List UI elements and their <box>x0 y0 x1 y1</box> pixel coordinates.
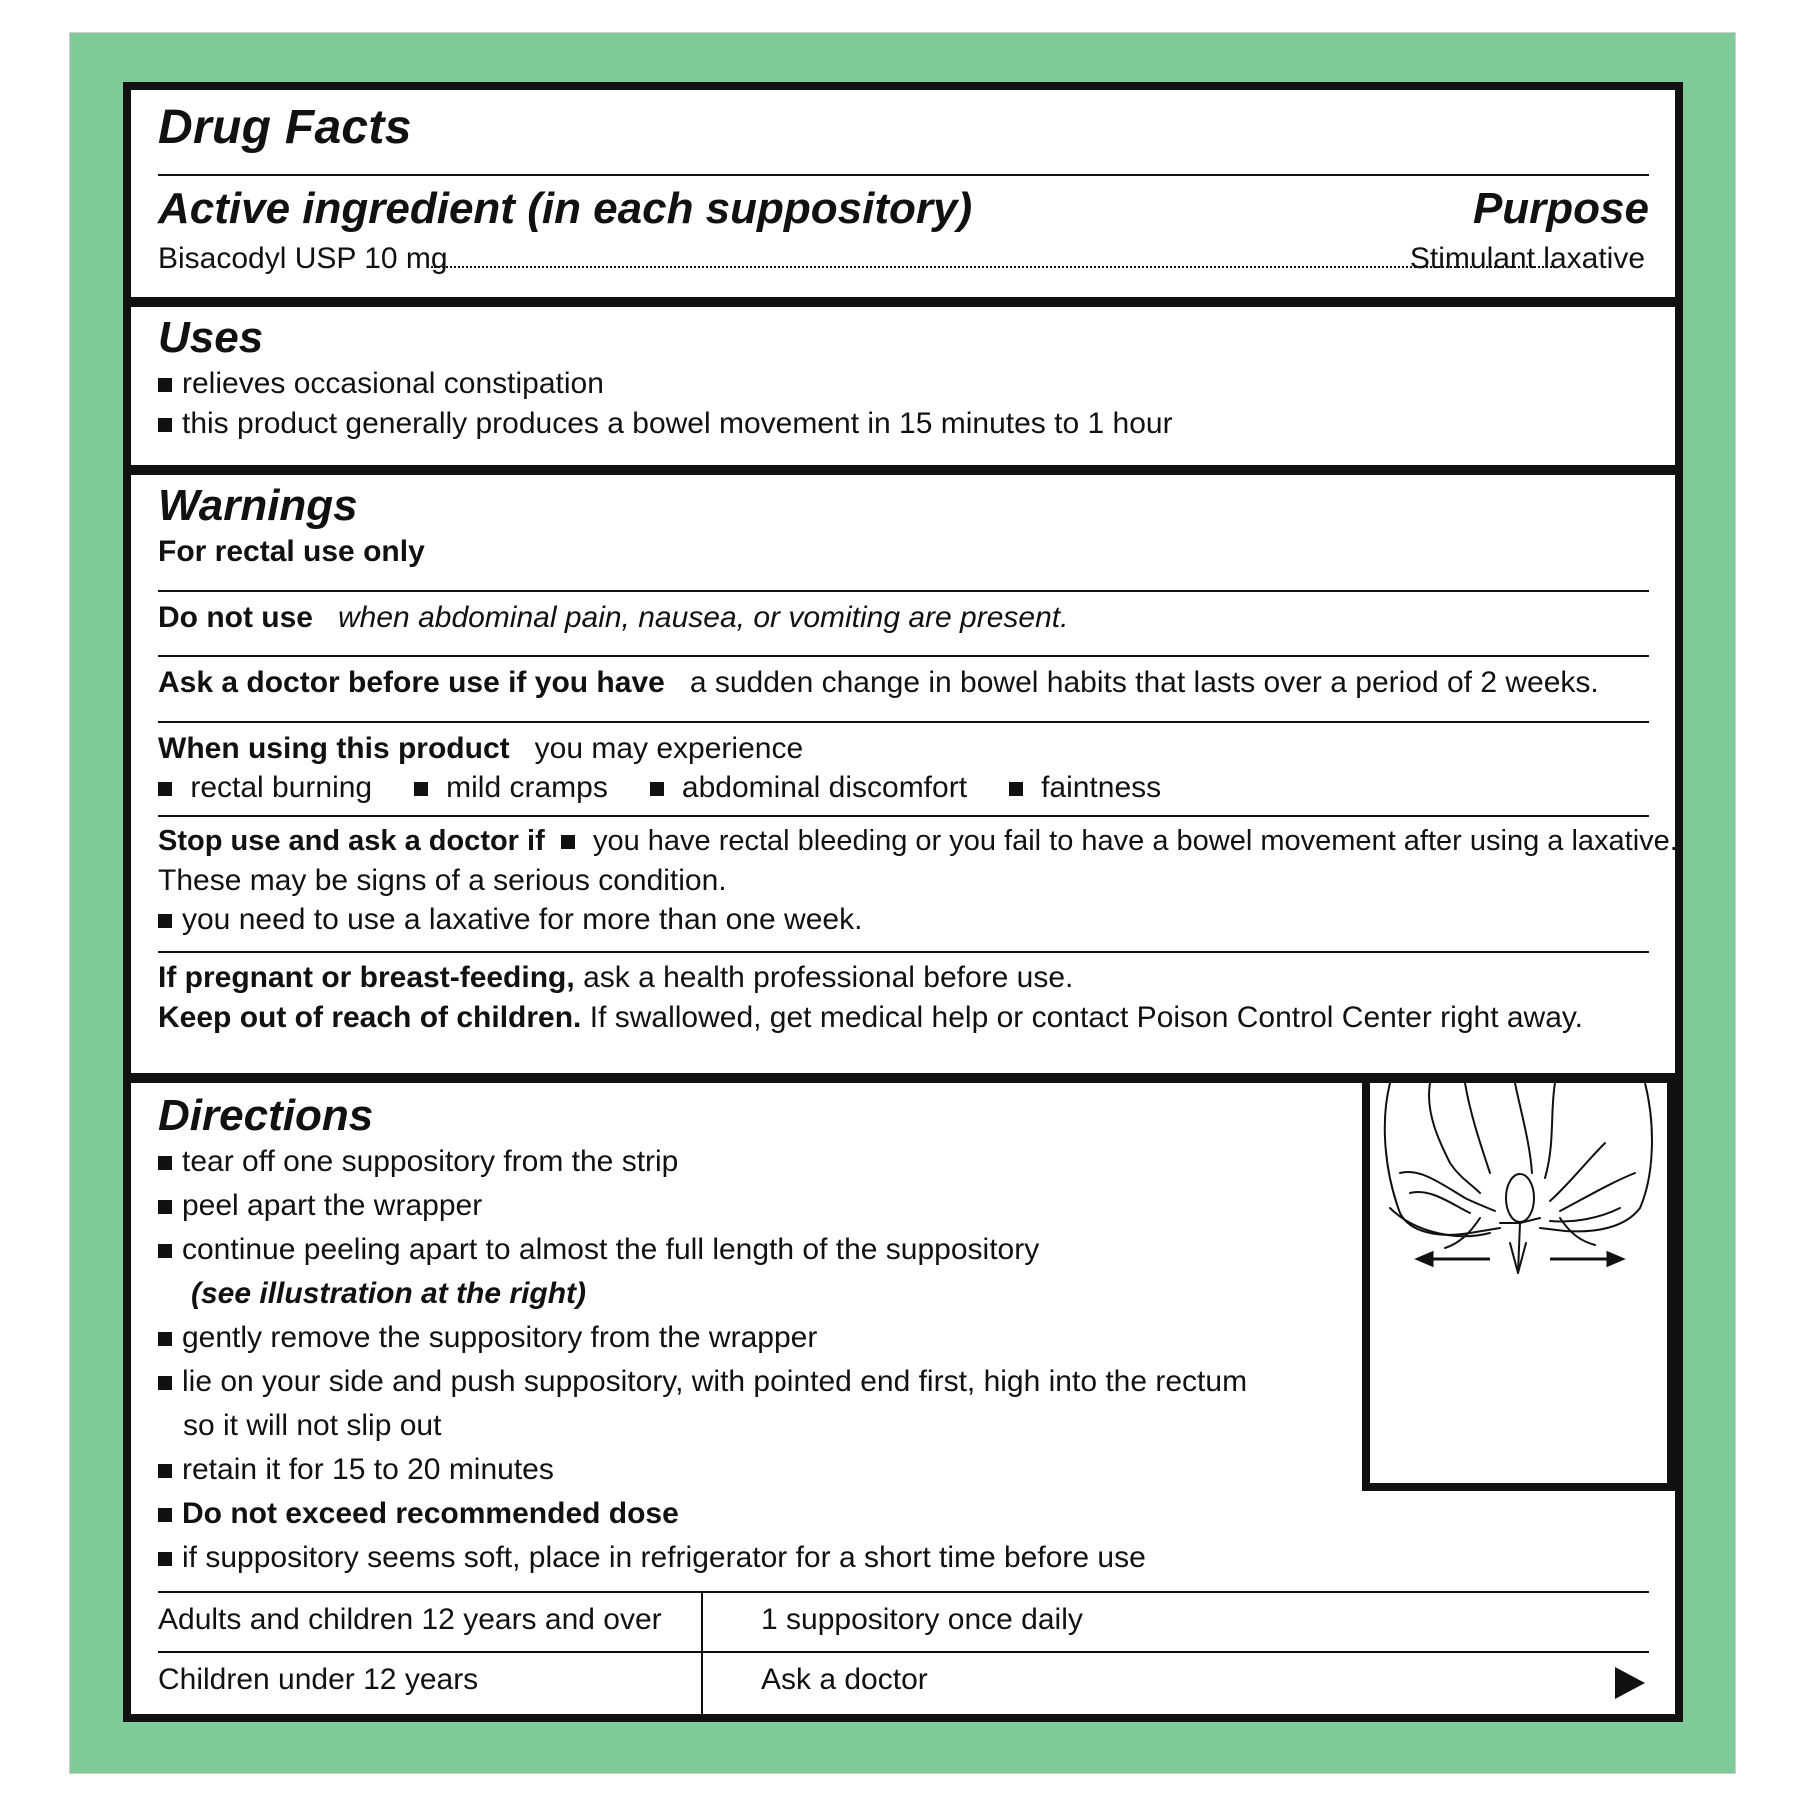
bullet-square-icon <box>414 782 428 796</box>
leader-dots <box>431 266 1555 268</box>
ask-doctor-line: Ask a doctor before use if you have a sudden change in bowel habits that lasts over a period of 2 weeks. <box>158 666 1599 699</box>
bullet-square-icon <box>158 1200 172 1214</box>
uses-item: this product generally produces a bowel movement in 15 minutes to 1 hour <box>158 407 1173 441</box>
when-using-items: rectal burning mild cramps abdominal discomfort faintness <box>158 771 1161 805</box>
illustration-frame <box>1362 1083 1675 1491</box>
bullet-square-icon <box>158 1464 172 1478</box>
bullet-square-icon <box>561 835 575 849</box>
active-ingredient-heading: Active ingredient (in each suppository) <box>158 184 973 233</box>
stop-use-item: you need to use a laxative for more than one week. <box>158 903 862 937</box>
bullet-square-icon <box>650 782 664 796</box>
bullet-square-icon <box>158 1376 172 1390</box>
dosage-who: Adults and children 12 years and over <box>158 1603 662 1636</box>
stop-use-line-2: These may be signs of a serious condition. <box>158 864 727 897</box>
direction-item: lie on your side and push suppository, with pointed end first, high into the rectum <box>158 1365 1247 1399</box>
table-top-rule <box>158 1591 1649 1593</box>
drug-facts-label <box>123 82 1683 1722</box>
illustration-area <box>1370 1083 1667 1483</box>
do-not-use-line: Do not use when abdominal pain, nausea, or vomiting are present. <box>158 601 1069 634</box>
ingredient-name: Bisacodyl USP 10 mg <box>158 242 448 275</box>
when-using-line: When using this product you may experience <box>158 732 804 765</box>
illustration-note: (see illustration at the right) <box>191 1277 587 1310</box>
bullet-square-icon <box>158 1244 172 1258</box>
drug-facts-header-panel <box>131 90 1675 297</box>
directions-panel <box>131 1083 1675 1714</box>
stop-use-line: Stop use and ask a doctor if you have rectal bleeding or you fail to have a bowel movement after using a laxative. <box>158 825 1678 857</box>
purpose-value: Stimulant laxative <box>1409 242 1645 275</box>
bullet-square-icon <box>158 1156 172 1170</box>
dosage-amount: 1 suppository once daily <box>761 1603 1083 1636</box>
table-row-rule <box>158 1651 1649 1653</box>
dosage-amount: Ask a doctor <box>761 1663 928 1696</box>
divider <box>158 721 1649 723</box>
suppository-hands-illustration <box>1370 1083 1667 1483</box>
divider <box>158 815 1649 817</box>
rectal-use-note: For rectal use only <box>158 535 425 568</box>
direction-item: continue peeling apart to almost the full length of the suppository <box>158 1233 1039 1267</box>
drug-facts-title: Drug Facts <box>158 101 412 154</box>
direction-item-continued: so it will not slip out <box>183 1409 442 1442</box>
pregnant-line: If pregnant or breast-feeding, ask a health professional before use. <box>158 961 1074 994</box>
bullet-square-icon <box>1009 782 1023 796</box>
dosage-who: Children under 12 years <box>158 1663 479 1696</box>
uses-item: relieves occasional constipation <box>158 367 604 401</box>
bullet-square-icon <box>158 1552 172 1566</box>
purpose-heading: Purpose <box>1472 184 1649 233</box>
bullet-square-icon <box>158 1332 172 1346</box>
divider <box>158 174 1649 176</box>
warnings-heading: Warnings <box>158 481 358 530</box>
direction-item: retain it for 15 to 20 minutes <box>158 1453 554 1487</box>
play-triangle-icon <box>1613 1665 1647 1701</box>
uses-heading: Uses <box>158 313 264 362</box>
direction-item: peel apart the wrapper <box>158 1189 482 1223</box>
divider <box>158 951 1649 953</box>
direction-item: tear off one suppository from the strip <box>158 1145 678 1179</box>
bullet-square-icon <box>158 378 172 392</box>
divider <box>158 590 1649 592</box>
direction-item: if suppository seems soft, place in refrigerator for a short time before use <box>158 1541 1146 1575</box>
direction-item: Do not exceed recommended dose <box>158 1497 679 1531</box>
bullet-square-icon <box>158 914 172 928</box>
bullet-square-icon <box>158 418 172 432</box>
bullet-square-icon <box>158 1508 172 1522</box>
directions-heading: Directions <box>158 1091 374 1140</box>
divider <box>158 655 1649 657</box>
uses-panel <box>131 307 1675 465</box>
direction-item: gently remove the suppository from the wrapper <box>158 1321 817 1355</box>
warnings-panel <box>131 475 1678 1073</box>
bullet-square-icon <box>158 782 172 796</box>
keep-out-line: Keep out of reach of children. If swallowed, get medical help or contact Poison Control Center right away. <box>158 1001 1584 1034</box>
